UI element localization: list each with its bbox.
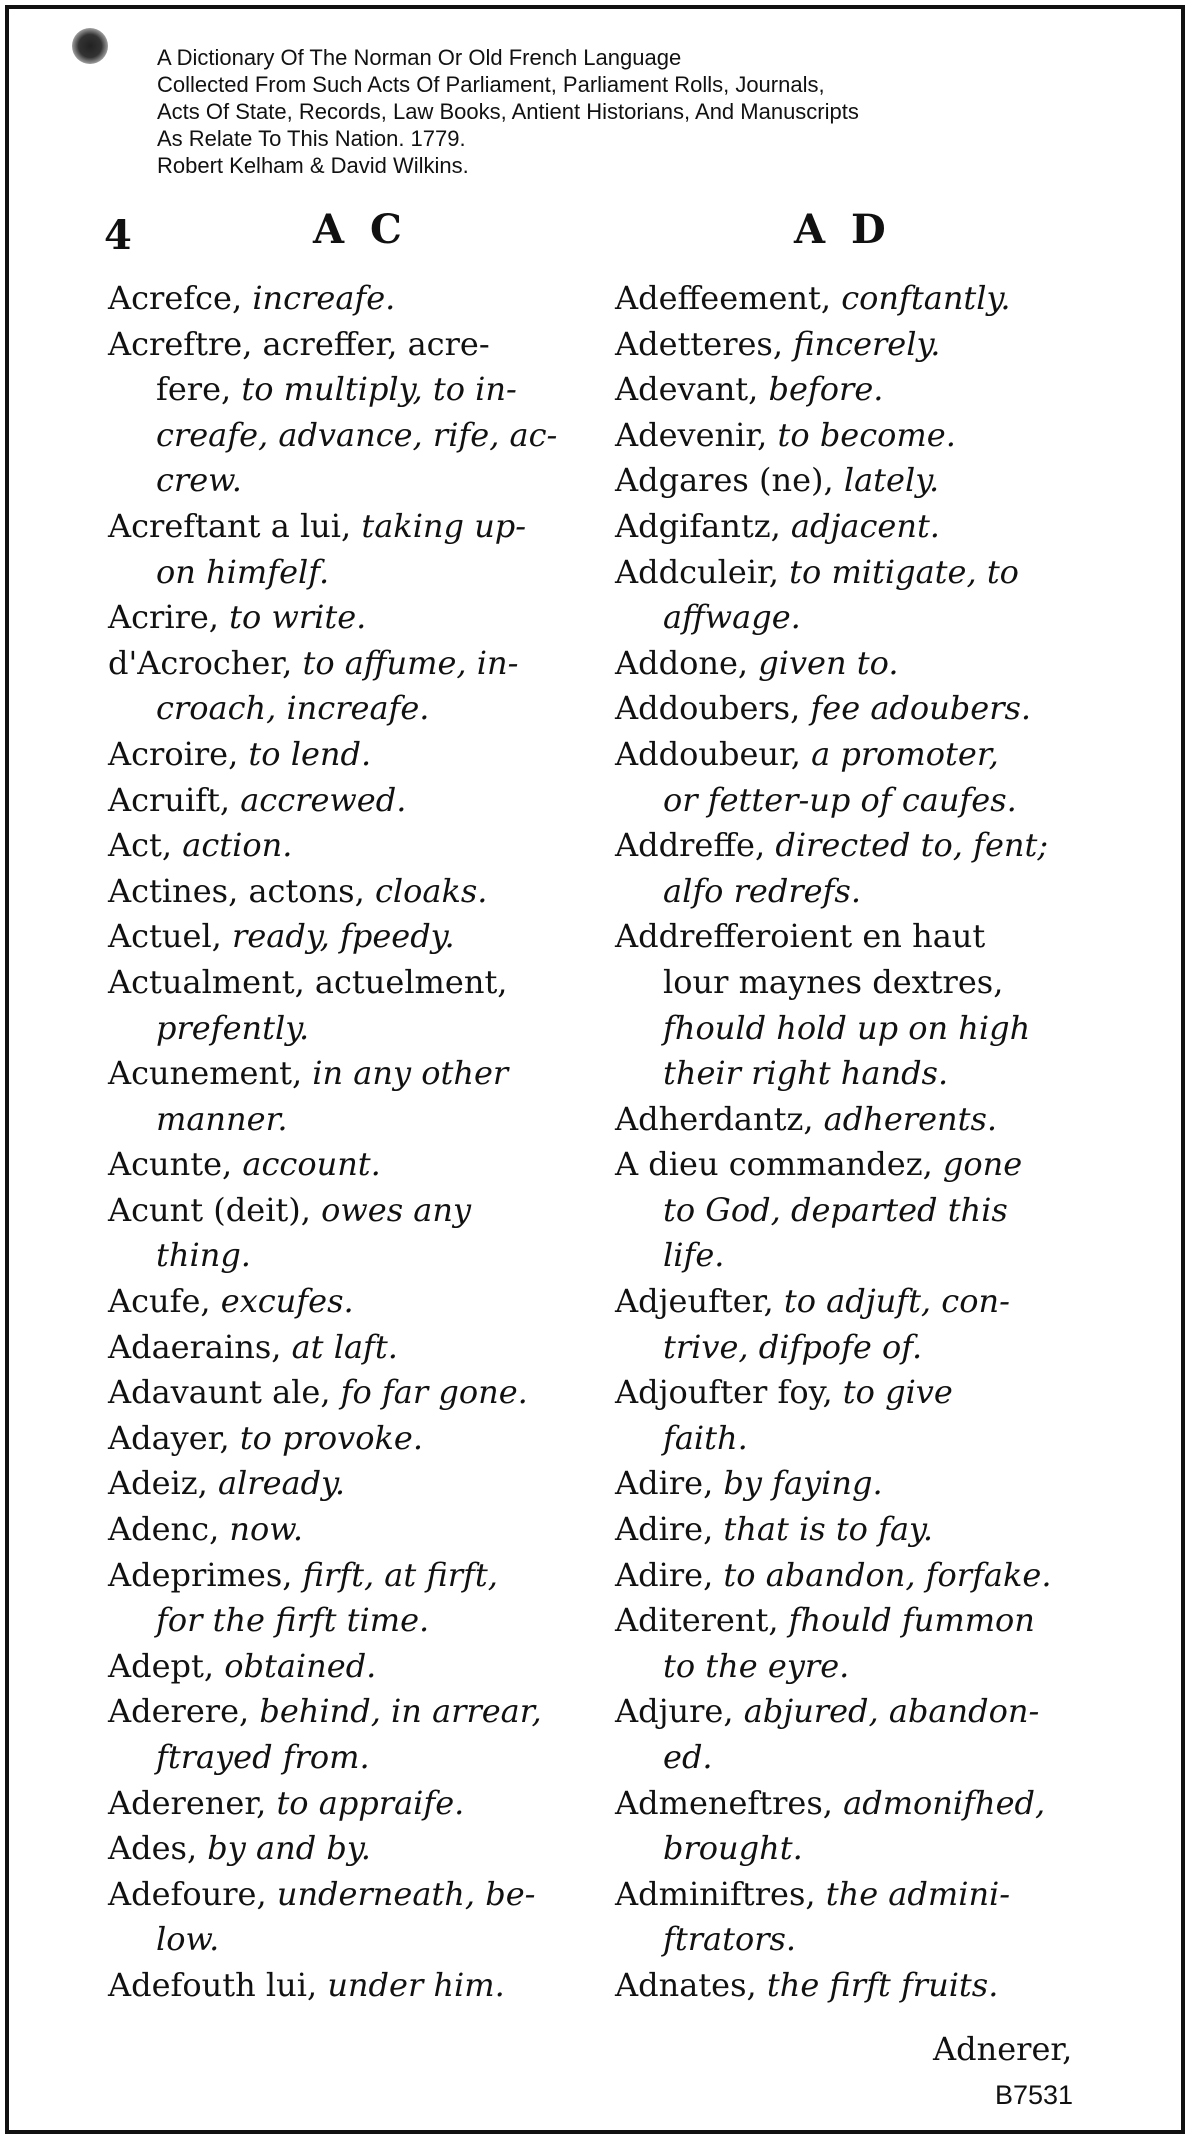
headword: Adherdantz, [615,1099,814,1138]
dictionary-line [615,1370,1090,1416]
dictionary-line [615,504,1090,550]
translation: trive, difpofe of. [663,1327,923,1366]
dictionary-line [615,1598,1090,1644]
headword: Adire, [615,1510,714,1549]
dictionary-line [615,1917,1090,1963]
headword: Adefoure, [108,1874,267,1913]
translation: in any other [312,1054,509,1093]
headword: Adeffeement, [615,279,832,317]
headword: Ades, [108,1829,198,1868]
dictionary-line [615,1188,1090,1234]
dictionary-line [108,1781,578,1827]
dictionary-line [108,1872,578,1918]
translation: thing. [156,1236,251,1275]
dictionary-line [615,1963,1090,2009]
translation: at laft. [291,1327,398,1366]
header-line-5: Robert Kelham & David Wilkins. [157,153,469,178]
translation: fincerely. [793,324,941,363]
translation: faith. [663,1418,748,1457]
translation: to give [842,1373,953,1412]
headword: Adaerains, [108,1327,282,1366]
headword: Adayer, [108,1418,230,1457]
dictionary-line [615,550,1090,596]
dictionary-line [615,1142,1090,1188]
dictionary-line [108,1006,578,1052]
dictionary-line [108,367,578,413]
headword: Addone, [615,643,749,682]
headword: Addreffe, [615,826,766,865]
translation: ftrators. [663,1920,797,1959]
headword: Adjure, [615,1692,734,1731]
headword: Adavaunt ale, [108,1373,331,1412]
dictionary-line [615,1872,1090,1918]
ink-blot [72,28,108,64]
headword: Addoubeur, [615,734,801,773]
document-header [157,44,1117,179]
headword: Aditerent, [615,1601,779,1640]
left-column-heading: A C [313,206,408,253]
translation: by and by. [207,1829,371,1868]
dictionary-line [108,914,578,960]
dictionary-line [108,504,578,550]
header-line-3: Acts Of State, Records, Law Books, Antient Historians, And Manuscripts [157,99,859,124]
dictionary-line [108,1917,578,1963]
dictionary-line [108,869,578,915]
headword: Adgares (ne), [615,461,834,500]
dictionary-line [108,1598,578,1644]
headword: Adgifantz, [615,506,781,545]
headword: Acunement, [108,1054,303,1093]
translation: prefently. [156,1008,310,1047]
translation: already. [217,1464,346,1503]
headword: fere, [156,370,232,409]
headword: A dieu commandez, [615,1145,933,1184]
dictionary-line [615,276,1090,322]
headword: Acruift, [108,780,231,819]
translation: for the firft time. [156,1601,430,1640]
dictionary-line [615,595,1090,641]
headword: Acunt (deit), [108,1190,311,1229]
translation: adherents. [823,1099,998,1138]
translation: lately. [843,461,940,500]
dictionary-line [108,595,578,641]
dictionary-line [108,458,578,504]
translation: ed. [663,1738,713,1776]
translation: increafe. [252,279,396,317]
translation: croach, increafe. [156,689,430,728]
translation: adjacent. [790,506,940,545]
dictionary-line [108,1826,578,1872]
dictionary-line [108,1370,578,1416]
dictionary-line [615,1735,1090,1781]
dictionary-line [615,1416,1090,1462]
translation: to mitigate, to [789,552,1019,591]
headword: Adeprimes, [108,1555,293,1594]
page-number: 4 [104,212,132,259]
dictionary-line [615,1781,1090,1827]
dictionary-line [615,869,1090,915]
headword: Aderere, [108,1692,250,1731]
dictionary-line [615,641,1090,687]
translation: directed to, fent; [775,826,1049,865]
translation: to God, departed this [663,1190,1008,1229]
dictionary-line [615,1279,1090,1325]
header-line-4: As Relate To This Nation. 1779. [157,126,466,151]
headword: Acreftant a lui, [108,506,352,545]
dictionary-line [108,276,578,322]
dictionary-line [615,322,1090,368]
headword: Adire, [615,1555,714,1594]
translation: action. [182,826,293,865]
headword: Acunte, [108,1145,233,1184]
translation: fhould hold up on high [663,1008,1031,1047]
dictionary-line [108,1507,578,1553]
translation: to abandon, forfake. [723,1555,1052,1594]
headword: Aderener, [108,1783,267,1822]
dictionary-line [108,778,578,824]
translation: now. [229,1510,304,1549]
dictionary-line [108,1279,578,1325]
headword: Adminiftres, [615,1874,816,1913]
dictionary-line [108,1461,578,1507]
right-column [615,276,1090,2009]
translation: manner. [156,1099,288,1138]
dictionary-line [108,1416,578,1462]
dictionary-line [615,914,1090,960]
dictionary-line [615,1553,1090,1599]
dictionary-line [108,1735,578,1781]
dictionary-line [615,732,1090,778]
right-column-heading: A D [794,206,892,253]
headword: Adeiz, [108,1464,208,1503]
translation: owes any [321,1190,472,1229]
headword: Adevant, [615,370,759,409]
headword: Addrefferoient en haut [615,917,986,956]
headword: Adetteres, [615,324,784,363]
headword: Acrefce, [108,279,243,317]
dictionary-line [615,1325,1090,1371]
dictionary-line [615,686,1090,732]
translation: given to. [758,643,899,682]
dictionary-line [108,1142,578,1188]
translation: obtained. [224,1646,377,1685]
translation: a promoter, [811,734,999,773]
dictionary-line [615,367,1090,413]
headword: Acufe, [108,1282,211,1321]
translation: the firft fruits. [766,1965,999,2004]
dictionary-line [108,1689,578,1735]
dictionary-line [615,1051,1090,1097]
dictionary-line [615,413,1090,459]
dictionary-line [615,778,1090,824]
catchword: Adnerer, [933,2030,1073,2068]
translation: to become. [777,415,956,454]
translation: ftrayed from. [156,1738,370,1776]
translation: accrewed. [240,780,407,819]
headword: Adjeufter, [615,1282,774,1321]
translation: to write. [229,598,367,637]
headword: Acrire, [108,598,219,637]
translation: or fetter-up of caufes. [663,780,1017,819]
translation: that is to fay. [723,1510,934,1549]
translation: low. [156,1920,220,1959]
translation: alfo redrefs. [663,871,861,910]
translation: excufes. [220,1282,354,1321]
dictionary-line [108,823,578,869]
translation: brought. [663,1829,803,1868]
translation: behind, in arrear, [259,1692,542,1731]
translation: conftantly. [841,279,1011,317]
translation: the admini- [825,1874,1011,1913]
translation: firft, at firft, [302,1555,498,1594]
translation: to lend. [248,734,372,773]
dictionary-line [108,732,578,778]
signature-mark: B7531 [995,2080,1074,2110]
translation: on himfelf. [156,552,330,591]
dictionary-line [108,1553,578,1599]
headword: Act, [108,826,173,865]
dictionary-line [615,1826,1090,1872]
dictionary-line [615,1507,1090,1553]
headword: Acroire, [108,734,239,773]
dictionary-line [108,1097,578,1143]
translation: before. [768,370,884,409]
dictionary-line [615,1461,1090,1507]
translation: affwage. [663,598,801,637]
headword: Adept, [108,1646,215,1685]
translation: fo far gone. [340,1373,528,1412]
dictionary-line [108,1233,578,1279]
translation: to provoke. [239,1418,423,1457]
headword: Addculeir, [615,552,779,591]
headword: Actines, actons, [108,871,365,910]
headword: Acreftre, acreffer, acre- [108,324,490,363]
translation: underneath, be- [276,1874,536,1913]
headword: Adefouth lui, [108,1965,318,2004]
dictionary-line [615,458,1090,504]
translation: life. [663,1236,725,1275]
headword: Actuel, [108,917,222,956]
headword: lour maynes dextres, [663,962,1004,1001]
dictionary-line [108,1644,578,1690]
headword: Admeneftres, [615,1783,833,1822]
headword: Actualment, actuelment, [108,962,508,1001]
translation: cloaks. [374,871,488,910]
translation: under him. [327,1965,505,2004]
dictionary-line [108,960,578,1006]
headword: Addoubers, [615,689,801,728]
dictionary-line [108,1963,578,2009]
dictionary-line [615,823,1090,869]
translation: to multiply, to in- [241,370,517,409]
headword: d'Acrocher, [108,643,293,682]
translation: to the eyre. [663,1646,850,1685]
headword: Adjoufter foy, [615,1373,833,1412]
dictionary-line [615,1644,1090,1690]
headword: Adevenir, [615,415,768,454]
translation: to appraife. [276,1783,465,1822]
dictionary-line [108,550,578,596]
translation: gone [942,1145,1023,1184]
dictionary-line [108,1188,578,1234]
dictionary-line [108,322,578,368]
headword: Adire, [615,1464,714,1503]
dictionary-line [615,1006,1090,1052]
translation: to adjuft, con- [783,1282,1010,1321]
headword: Adenc, [108,1510,220,1549]
header-line-2: Collected From Such Acts Of Parliament, Parliament Rolls, Journals, [157,72,825,97]
dictionary-line [615,960,1090,1006]
dictionary-line [615,1233,1090,1279]
translation: by faying. [723,1464,883,1503]
dictionary-line [108,686,578,732]
dictionary-line [108,1051,578,1097]
translation: admonifhed, [843,1783,1046,1822]
translation: fhould fummon [788,1601,1035,1640]
dictionary-line [615,1097,1090,1143]
dictionary-line [108,641,578,687]
left-column [108,276,578,2009]
dictionary-line [615,1689,1090,1735]
dictionary-line [108,1325,578,1371]
translation: ready, fpeedy. [232,917,455,956]
translation: fee adoubers. [810,689,1032,728]
translation: taking up- [361,506,527,545]
translation: crew. [156,461,242,500]
headword: Adnates, [615,1965,757,2004]
dictionary-line [108,413,578,459]
translation: abjured, abandon- [743,1692,1040,1731]
translation: their right hands. [663,1054,949,1093]
translation: to affume, in- [302,643,519,682]
translation: account. [242,1145,381,1184]
translation: creafe, advance, rife, ac- [156,415,558,454]
header-line-1: A Dictionary Of The Norman Or Old French Language [157,45,682,70]
